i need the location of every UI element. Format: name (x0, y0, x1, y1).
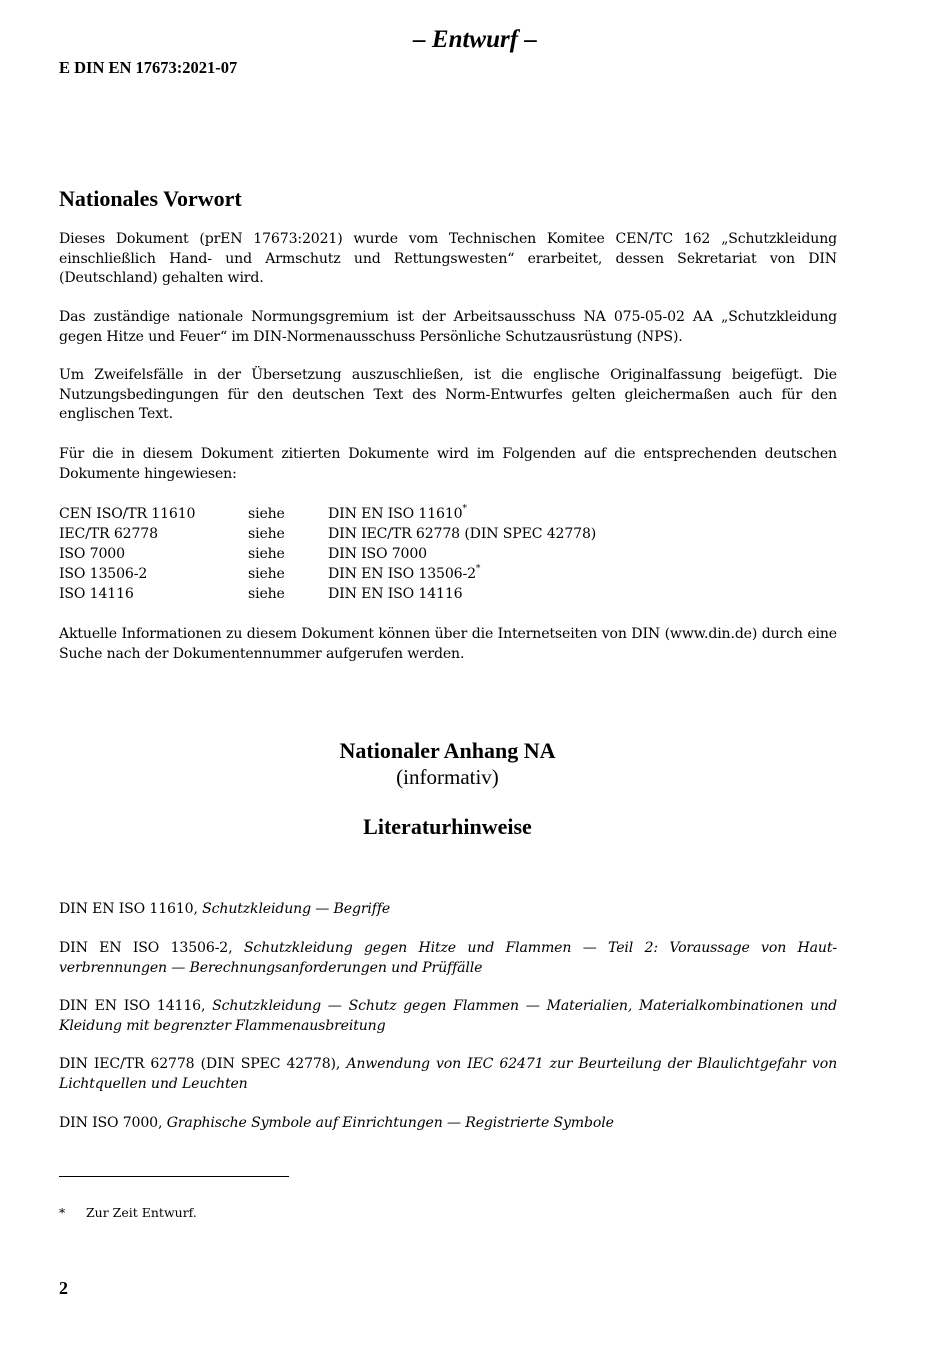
document-id: E DIN EN 17673:2021-07 (59, 58, 238, 77)
footnote-divider (59, 1176, 289, 1177)
bibliography-entry (59, 997, 837, 1036)
bibliography-entry (59, 1114, 837, 1134)
annex-title: Nationaler Anhang NA (339, 738, 556, 763)
bibliography-title: Anwendung von IEC 62471 zur Beurteilung der Blaulichtgefahr von Lichtquellen und Leuchten (59, 1056, 837, 1092)
foreword-paragraph-4: Für die in diesem Dokument zitierten Dokumente wird im Folgenden auf die entsprechenden deutschen Dokumente hingewiesen: (59, 446, 837, 482)
reference-row (59, 582, 596, 602)
bibliography-ref: DIN EN ISO 14116, (59, 998, 206, 1014)
foreword-paragraph-2: Das zuständige nationale Normungsgremium ist der Arbeitsausschuss NA 075-05-02 AA „Schutzkleidung gegen Hitze und Feuer“ im DIN-Normenausschuss Persönliche Schutzausrüstung (NPS). (59, 309, 837, 345)
reference-target: DIN IEC/TR 62778 (DIN SPEC 42778) (328, 526, 597, 542)
reference-target-cell (328, 582, 596, 602)
page-number: 2 (59, 1278, 68, 1298)
reference-row (59, 542, 596, 562)
bibliography-title: Graphische Symbole auf Einrichtungen — Registrierte Symbole (166, 1115, 614, 1131)
foreword-paragraph-5: Aktuelle Informationen zu diesem Dokument können über die Internetseiten von DIN (www.din.de) durch eine Suche nach der Dokumentennummer aufgerufen werden. (59, 626, 837, 662)
draft-label: – Entwurf – (413, 26, 537, 53)
reference-see: siehe (248, 566, 285, 582)
reference-see: siehe (248, 506, 285, 522)
bibliography-title: Schutzkleidung — Begriffe (202, 901, 391, 917)
reference-target: DIN EN ISO 11610 (328, 506, 463, 522)
bibliography-entry (59, 900, 837, 920)
footnote-marker: * (462, 504, 467, 514)
bibliography-ref: DIN IEC/TR 62778 (DIN SPEC 42778), (59, 1056, 341, 1072)
reference-see: siehe (248, 526, 285, 542)
bibliography-ref: DIN ISO 7000, (59, 1115, 163, 1131)
reference-target: DIN ISO 7000 (328, 546, 428, 562)
reference-see: siehe (248, 586, 285, 602)
reference-row (59, 562, 596, 582)
reference-see: siehe (248, 546, 285, 562)
footnote-marker: * (475, 564, 481, 574)
reference-target: DIN EN ISO 13506-2 (328, 566, 476, 582)
reference-source: IEC/TR 62778 (59, 526, 158, 542)
bibliography-title: Schutzkleidung gegen Hitze und Flammen — Teil 2: Voraussage von Haut-verbrennungen — Berechnungsanforderungen und Prüffälle (59, 940, 837, 976)
foreword-paragraph-1: Dieses Dokument (prEN 17673:2021) wurde vom Technischen Komitee CEN/TC 162 „Schutzkleidung einschließlich Hand- und Armschutz und Rettungswesten“ erarbeitet, dessen Sekretariat von DIN (Deutschland) gehalten wird. (59, 231, 837, 286)
reference-source: ISO 7000 (59, 546, 125, 562)
annex-subtitle: (informativ) (396, 765, 499, 789)
annex-heading (0, 738, 895, 840)
reference-target: DIN EN ISO 14116 (328, 586, 463, 602)
bibliography-ref: DIN EN ISO 13506-2, (59, 940, 233, 956)
reference-table (59, 502, 596, 602)
reference-source: CEN ISO/TR 11610 (59, 506, 196, 522)
foreword-paragraph-3: Um Zweifelsfälle in der Übersetzung auszuschließen, ist die englische Originalfassung beigefügt. Die Nutzungsbedingungen für den deutschen Text des Norm-Entwurfes gelten gleichermaßen auch für den englischen Text. (59, 367, 837, 422)
reference-target-cell (328, 562, 596, 582)
bibliography-entry (59, 1055, 837, 1094)
bibliography-heading: Literaturhinweise (363, 814, 532, 839)
bibliography-title: Schutzkleidung — Schutz gegen Flammen — Materialien, Materialkombinationen und Kleidung mit begrenzter Flammenausbreitung (59, 998, 837, 1034)
reference-row (59, 522, 596, 542)
footnote-mark: * (59, 1205, 66, 1220)
bibliography-entry (59, 939, 837, 978)
reference-row (59, 502, 596, 522)
reference-target-cell (328, 542, 596, 562)
footnote (59, 1205, 197, 1220)
foreword-title: Nationales Vorwort (59, 186, 242, 211)
footnote-text: Zur Zeit Entwurf. (86, 1205, 197, 1220)
reference-source: ISO 14116 (59, 586, 134, 602)
reference-target-cell (328, 502, 596, 522)
reference-source: ISO 13506-2 (59, 566, 148, 582)
bibliography-ref: DIN EN ISO 11610, (59, 901, 198, 917)
reference-target-cell (328, 522, 596, 542)
